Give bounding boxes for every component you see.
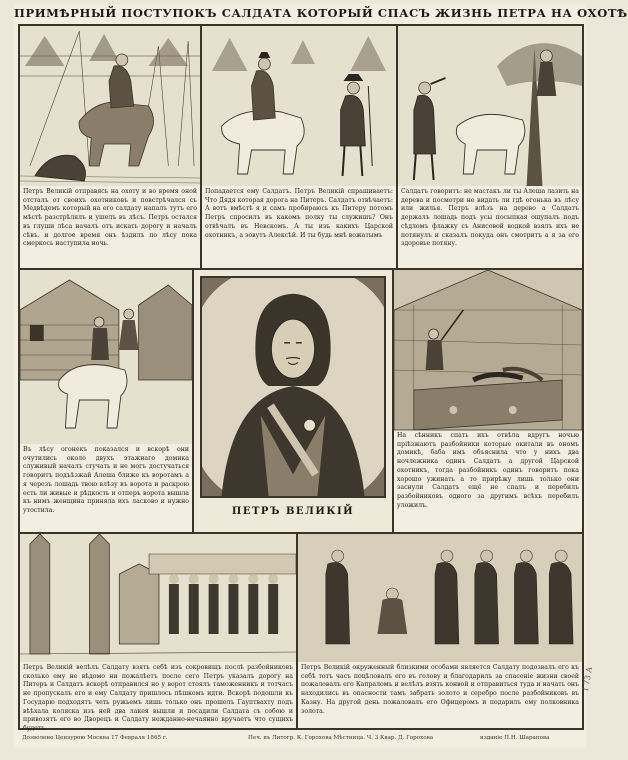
illustration-tree-climb	[398, 26, 582, 186]
caption-panel-1: Петръ Великiй отправясь на охоту и во время оной отсталъ от своихъ охотниковъ и повстрѣчался съ Медвѣдемъ который на его салдату напалъ тутъ его мѣстѣ разстрѣлялъ и ушелъ въ лѣсъ. Петръ остался въ глуши лѣса началъ отъ искать дорогу и началъ сѣвъ. и долгое время онъ ѣздилъ по лѣсу пока смеркось наступила ночь.	[23, 188, 197, 248]
publisher-note: изданiе П.Н. Шарапова	[480, 735, 550, 741]
handwritten-side-note: I 73 A	[581, 666, 595, 692]
printer-note: Печ. въ Литогр. К. Горохова Мѣстница. Ч. 3 Квар. Д. Горохова	[248, 735, 434, 741]
panel-robbers-night	[393, 269, 583, 533]
illustration-robbers-night	[394, 270, 582, 430]
caption-panel-6: Петръ Великiй велѣлъ Салдату взять себѣ изъ сокровищъ послѣ разбойниковъ сколько ему не вѣдомо ни пожалѣетъ после сего Петръ указалъ дорогу на Питеръ и Салдатъ вскорѣ отправился но у ворот стоялъ таможенникъ и тотчасъ не пропускалъ его и ему Салдату пришлось пѣшкомъ идти. Вскорѣ подошли къ Государю подходятъ четь ружьемъ лишь только онъ прошелъ Гауптвахту подъ вѣѣхала коляска изъ ней два лакея вышли и посадили Салдата съ собою и привозятъ его во Дворецъ и Салдату нежданно-нечаянно вручаетъ что сущихъ будетъ.	[23, 664, 293, 732]
caption-panel-4: Въ лѣсу огонекъ показался и вскорѣ они очутились около двухъ этажнаго домика служивый началъ стучать и не могъ достучаться говоритъ подъѣзжай Алеша ближе къ воротамъ а я черезъ лошадь твою влѣзу въ ворота и раскрою есть ли живые и рѣдкость и отперъ ворота вышла къ нимъ женщина приняла ихъ ласково и нужно утостила.	[23, 446, 189, 514]
sheet-title: ПРИМѢРНЫЙ ПОСТУПОКЪ САЛДАТА КОТОРЫЙ СПАСЪ ЖИЗНЬ ПЕТРА НА ОХОТѢ	[14, 6, 628, 20]
panel-house-arrival	[19, 269, 193, 533]
illustration-palace-reward	[298, 534, 582, 662]
portrait-frame	[200, 276, 386, 498]
portrait-label: ПЕТРЪ ВЕЛИКIЙ	[231, 506, 355, 517]
panel-grid	[18, 24, 584, 730]
illustration-soldier-meeting	[202, 26, 396, 186]
caption-panel-3: Салдатъ говоритъ: не мастакъ ли ты Алеша лазить на дерева и посмотри не видать ли гдѣ огонька въ лѣсу или жилья. Петръ влѣзъ на дерево а Салдатъ держалъ лошадь подъ усы посыпкая ощупалъ подъ сѣдломъ флажку съ Анисовой водкой взялъ ихъ не потянулъ и сказалъ покуда онъ смотритъ а я за его здоровье потяну.	[401, 188, 579, 248]
caption-panel-5: На сѣнникъ спать ихъ отвѣла вдругъ ночью прiѣзжаютъ разбойники которые окитали въ ономъ домикѣ, баба имъ объяснила что у нихъ два ночлежника одинъ Салдатъ а другой Царской охотникъ, тогда разбойникъ одинъ говоритъ пока хорошо ужинать а то прирѣжу лишь только они заснули Салдатъ ещё не спалъ и перебилъ разбойниковъ одного за другимъ всѣхъ перебилъ уложилъ.	[397, 432, 579, 509]
caption-panel-2: Попадается ему Салдатъ. Петръ Великiй спрашиваетъ: Что Дядя которая дорога на Питеръ. Салдатъ отвѣчаетъ: А вотъ вмѣстѣ я и самъ пробираюсь къ Питеру потомъ Петръ спросилъ въ какомъ полку ты служишъ? Онъ отвѣчалъ въ Невскомъ. А ты изъ какихъ Царской охотникъ, а зовутъ Алексѣй. И ты будь мнѣ вожатымъ	[205, 188, 393, 239]
panel-tree-climb	[397, 25, 583, 269]
imprint-footer	[18, 732, 584, 746]
illustration-guardhouse	[20, 534, 296, 662]
panel-soldier-meeting	[201, 25, 397, 269]
panel-hunter-bear	[19, 25, 201, 269]
caption-panel-7: Петръ Великiй окруженный близкими особами является Салдату подозвалъ его къ себѣ тотъ часъ поцѣловалъ его въ голову и благодарилъ за спасенiе жизни своей пожаловалъ его Капраломъ и велѣлъ взять конвой и отправиться туда и начать онъ находились въ опасности тамъ забрать золото и серебро после разбойниковъ въ Казну. На другой день пожаловалъ его Офицеромъ и подарилъ ему полковника золота.	[301, 664, 579, 715]
illustration-house-arrival	[20, 270, 192, 444]
censor-note: Дозволено Цензурою Москва 17 Февраля 1865 г.	[22, 735, 168, 741]
panel-palace-reward	[297, 533, 583, 729]
panel-portrait	[193, 269, 393, 533]
illustration-hunter-bear	[20, 26, 200, 186]
panel-guardhouse	[19, 533, 297, 732]
